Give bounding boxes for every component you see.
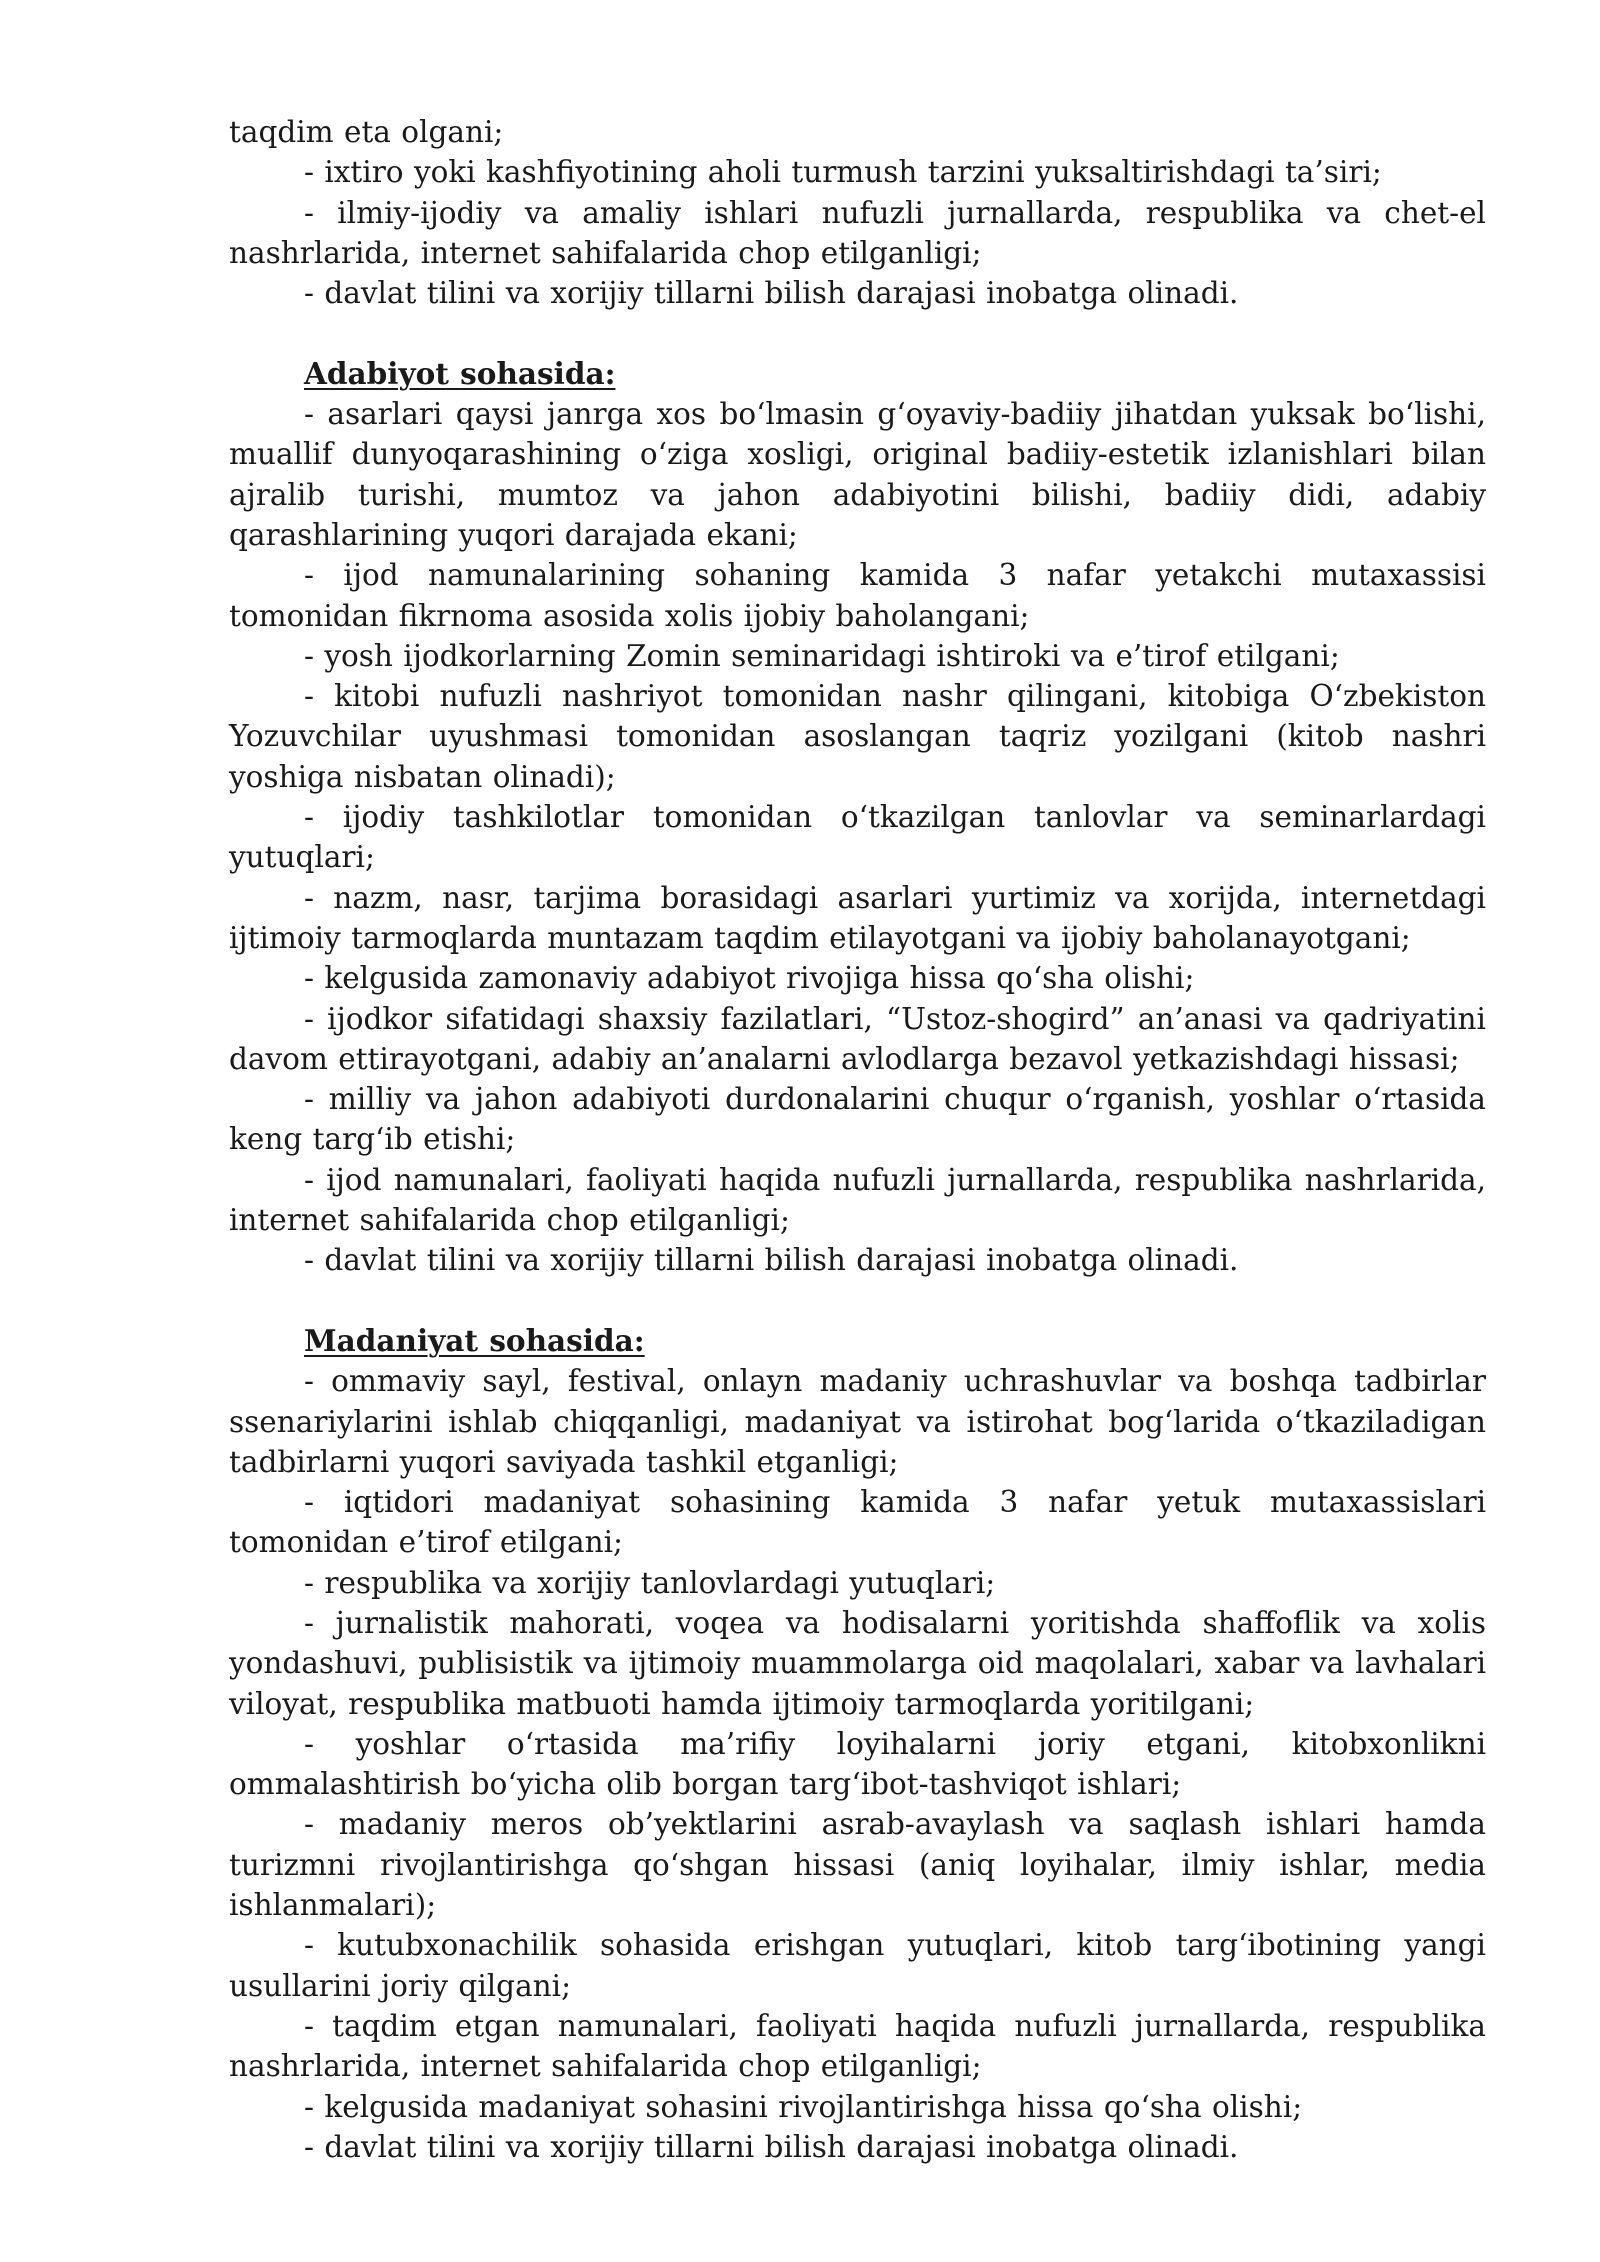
criteria-item: - taqdim etgan namunalari, faoliyati haqida nufuzli jurnallarda, respublika nashrlarida, internet sahifalarida chop etilganligi;: [229, 2008, 1486, 2084]
criteria-item: - kitobi nufuzli nashriyot tomonidan nashr qilingani, kitobiga O‘zbekiston Yozuvchilar uyushmasi tomonidan asoslangan taqriz yozilgani (kitob nashri yoshiga nisbatan olinadi);: [229, 679, 1486, 794]
criteria-item: - respublika va xorijiy tanlovlardagi yutuqlari;: [304, 1565, 996, 1600]
criteria-item: - kutubxonachilik sohasida erishgan yutuqlari, kitob targ‘ibotining yangi usullarini joriy qilgani;: [229, 1928, 1486, 2003]
intro-paragraph: - ixtiro yoki kashfiyotining aholi turmush tarzini yuksaltirishdagi ta’siri;: [304, 155, 1382, 190]
criteria-item: - ijod namunalari, faoliyati haqida nufuzli jurnallarda, respublika nashrlarida, internet sahifalarida chop etilganligi;: [229, 1162, 1486, 1238]
criteria-item: - ommaviy sayl, festival, onlayn madaniy uchrashuvlar va boshqa tadbirlar ssenariylarini ishlab chiqqanligi, madaniyat va istirohat bog‘larida o‘tkaziladigan tadbirlarni yuqori saviyada tashkil etganligi;: [229, 1364, 1486, 1479]
section-madaniyat: [229, 1321, 1486, 2167]
criteria-item: - ijodiy tashkilotlar tomonidan o‘tkazilgan tanlovlar va seminarlardagi yutuqlari;: [229, 800, 1486, 875]
document-page: [229, 112, 1486, 2167]
criteria-item: - ijodkor sifatidagi shaxsiy fazilatlari, “Ustoz-shogird” an’anasi va qadriyatini davom ettirayotgani, adabiy an’analarni avlodlarga bezavol yetkazishdagi hissasi;: [229, 1001, 1486, 1076]
criteria-item: - nazm, nasr, tarjima borasidagi asarlari yurtimiz va xorijda, internetdagi ijtimoiy tarmoqlarda muntazam taqdim etilayotgani va ijobiy baholanayotgani;: [229, 880, 1486, 955]
criteria-item: - asarlari qaysi janrga xos bo‘lmasin g‘oyaviy-badiiy jihatdan yuksak bo‘lishi, muallif dunyoqarashining o‘ziga xosligi, original badiiy-estetik izlanishlari bilan ajralib turishi, mumtoz va jahon adabiyotini bilishi, badiiy didi, adabiy qarashlarining yuqori darajada ekani;: [229, 397, 1486, 552]
section-gap: [229, 313, 1486, 353]
section-heading-adabiyot: Adabiyot sohasida:: [304, 355, 616, 391]
intro-paragraph: - davlat tilini va xorijiy tillarni bilish darajasi inobatga olinadi.: [304, 276, 1239, 311]
criteria-item: - kelgusida zamonaviy adabiyot rivojiga hissa qo‘sha olishi;: [304, 961, 1195, 996]
criteria-item: - davlat tilini va xorijiy tillarni bilish darajasi inobatga olinadi.: [304, 1243, 1239, 1278]
intro-paragraph: taqdim eta olgani;: [229, 115, 504, 149]
section-gap: [229, 1281, 1486, 1321]
criteria-item: - ijod namunalarining sohaning kamida 3 nafar yetakchi mutaxassisi tomonidan fikrnoma asosida xolis ijobiy baholangani;: [229, 558, 1486, 633]
section-heading-madaniyat: Madaniyat sohasida:: [304, 1322, 645, 1358]
criteria-item: - iqtidori madaniyat sohasining kamida 3 nafar yetuk mutaxassislari tomonidan e’tirof etilgani;: [229, 1485, 1486, 1560]
criteria-item: - davlat tilini va xorijiy tillarni bilish darajasi inobatga olinadi.: [304, 2129, 1239, 2164]
criteria-item: - yoshlar o‘rtasida ma’rifiy loyihalarni joriy etgani, kitobxonlikni ommalashtirish bo‘yicha olib borgan targ‘ibot-tashviqot ishlari;: [229, 1726, 1486, 1802]
criteria-item: - madaniy meros ob’yektlarini asrab-avaylash va saqlash ishlari hamda turizmni rivojlantirishga qo‘shgan hissasi (aniq loyihalar, ilmiy ishlar, media ishlanmalari);: [229, 1807, 1486, 1923]
intro-paragraph: - ilmiy-ijodiy va amaliy ishlari nufuzli jurnallarda, respublika va chet-el nashrlarida, internet sahifalarida chop etilganligi;: [229, 195, 1486, 270]
criteria-item: - jurnalistik mahorati, voqea va hodisalarni yoritishda shaffoflik va xolis yondashuvi, publisistik va ijtimoiy muammolarga oid maqolalari, xabar va lavhalari viloyat, respublika matbuoti hamda ijtimoiy tarmoqlarda yoritilgani;: [229, 1605, 1486, 1721]
criteria-item: - kelgusida madaniyat sohasini rivojlantirishga hissa qo‘sha olishi;: [304, 2089, 1303, 2124]
section-adabiyot: [229, 354, 1486, 1281]
criteria-item: - milliy va jahon adabiyoti durdonalarini chuqur o‘rganish, yoshlar o‘rtasida keng targ‘ib etishi;: [229, 1082, 1486, 1157]
criteria-item: - yosh ijodkorlarning Zomin seminaridagi ishtiroki va e’tirof etilgani;: [304, 638, 1340, 673]
